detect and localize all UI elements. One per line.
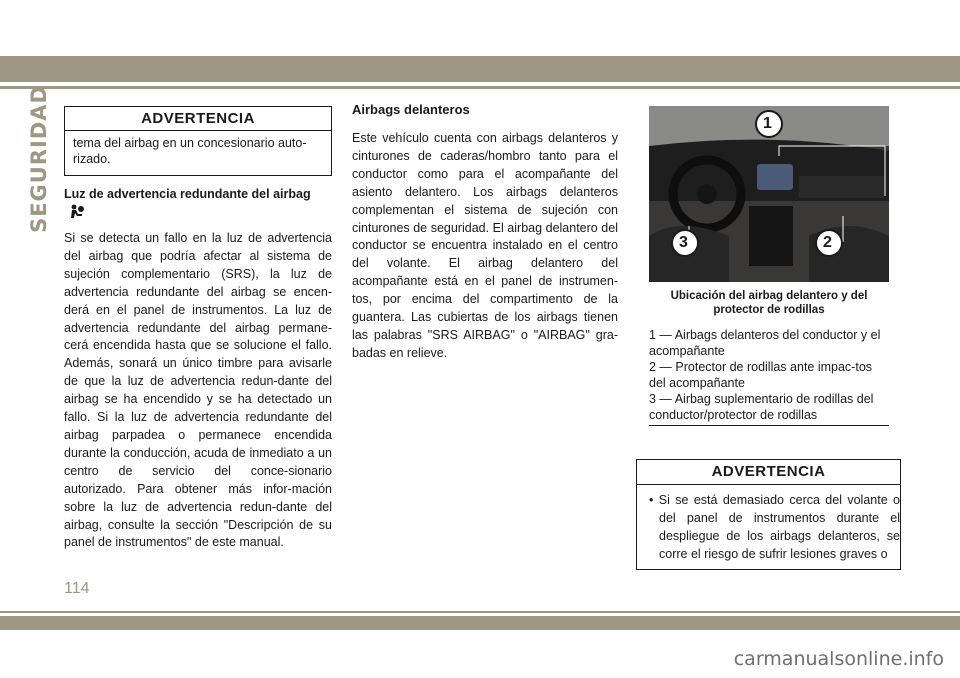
warning-list [637,485,900,563]
footer-stripe [0,616,960,630]
legend-item: 2 — Protector de rodillas ante impac-tos del acompañante [649,360,873,390]
body-paragraph-front-airbags: Este vehículo cuenta con airbags delanteros y cinturones de caderas/hombro tanto para el conductor como para el acompañante del asiento delantero. Los airbags delanteros complementan el sistema de sujeción con cinturones de seguridad. El airbag delantero del conductor se encuentra instalado en el centro del volante. El airbag delantero del acompañante está en el panel de instrumen-tos, por encima del compartimento de la guantera. Las cubiertas de los airbags tienen las palabras "SRS AIRBAG" o "AIRBAG" gra-badas en relieve. [352,131,618,360]
column-middle [352,102,618,363]
warning-box-bottom [636,459,901,570]
footer-rule [0,611,960,613]
legend-item: 1 — Airbags delanteros del conductor y el acompañante [649,328,881,358]
header-rule [0,86,960,89]
warning-bullet: • Si se está demasiado cerca del volante o del panel de instrumentos durante el despliegue de los airbags delanteros, se corre el riesgo de sufrir lesiones graves o [649,493,900,561]
legend-item: 3 — Airbag suplementario de rodillas del conductor/protector de rodillas [649,392,874,422]
warning-box-top [64,106,332,176]
callout-3: 3 [679,234,688,251]
warning-title: ADVERTENCIA [637,460,900,485]
section-tab-label: SEGURIDAD [27,85,51,233]
airbag-person-icon [70,204,84,220]
callout-2: 2 [823,234,832,251]
column-right [649,106,901,426]
warning-bullet-text: Si se está demasiado cerca del volante o del panel de instrumentos durante el despliegue de los airbags delanteros, se corre el riesgo de sufrir lesiones graves o [658,493,900,561]
figure-caption: Ubicación del airbag delantero y del protector de rodillas [670,290,868,316]
header-stripe [0,56,960,82]
section-heading-front-airbags: Airbags delanteros [352,102,470,117]
figure-legend [649,327,889,426]
callout-1: 1 [763,115,772,132]
warning-title: ADVERTENCIA [65,107,331,131]
watermark: carmanualsonline.info [733,648,944,670]
section-heading-redundant-light: Luz de advertencia redundante del airbag [64,187,311,201]
page-header-band [0,0,960,56]
warning-body: tema del airbag en un concesionario auto-rizado. [73,136,307,166]
column-left [64,106,332,552]
section-tab [26,85,52,233]
page-number: 114 [64,580,90,597]
dashboard-photo [649,106,889,282]
body-paragraph-redundant-light: Si se detecta un fallo en la luz de advertencia del airbag que podría afectar al sistema de sujeción complementario (SRS), la luz de advertencia redundante del airbag se encen-derá en el panel de instrumentos. La luz de advertencia redundante del airbag permane-cerá encendida hasta que se solucione el fallo. Además, sonará un único timbre para avisarle de que la luz de advertencia redun-dante del airbag se ha encendido y se ha detectado un fallo. Si la luz de advertencia redundante del airbag parpadea o permanece encendida durante la conducción, acuda de inmediato a un centro de servicio del conce-sionario autorizado. Para obtener más infor-mación sobre la luz de advertencia redun-dante del airbag, consulte la sección "Descripción de su panel de instrumentos" de este manual. [64,231,332,550]
